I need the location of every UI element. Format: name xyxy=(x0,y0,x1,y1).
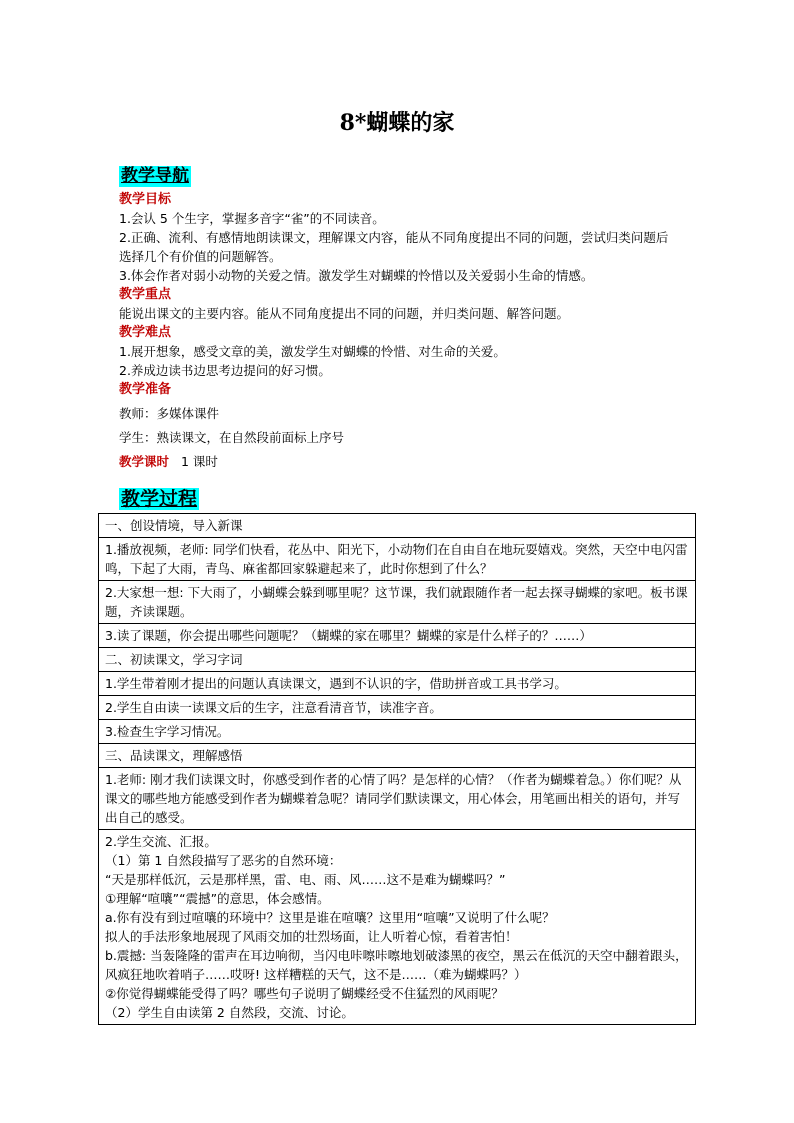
process-line: 1.老师: 刚才我们读课文时，你感受到作者的心情了吗？是怎样的心情？（作者为蝴蝶着急。）你们呢？从课文的哪些地方能感受到作者为蝴蝶着急呢？请同学们默读课文，用心体会，用笔画出相关的语句，并写出自己的感受。 xyxy=(105,772,682,825)
process-cell xyxy=(99,514,696,538)
preparation-student: 学生：熟读课文，在自然段前面标上序号 xyxy=(119,430,345,445)
section-guide-heading: 教学导航 xyxy=(121,166,189,186)
process-cell xyxy=(99,768,696,830)
table-row xyxy=(99,720,696,744)
key-point-item: 能说出课文的主要内容。能从不同角度提出不同的问题，并归类问题、解答问题。 xyxy=(119,306,570,321)
table-row xyxy=(99,624,696,648)
section-process-heading: 教学过程 xyxy=(121,488,198,510)
periods-value: 1 课时 xyxy=(181,454,218,469)
process-cell xyxy=(99,720,696,744)
key-points-heading: 教学重点 xyxy=(119,287,172,302)
table-row xyxy=(99,830,696,1025)
process-table xyxy=(98,513,696,1025)
process-line: （2）学生自由读第 2 自然段，交流、讨论。 xyxy=(105,1005,354,1020)
process-line: ②你觉得蝴蝶能受得了吗？哪些句子说明了蝴蝶经受不住猛烈的风雨呢？ xyxy=(105,986,504,1001)
process-heading: 三、品读课文，理解感悟 xyxy=(105,748,243,763)
process-cell xyxy=(99,581,696,624)
process-line: 1.播放视频，老师: 同学们快看，花丛中、阳光下，小动物们在自由自在地玩耍嬉戏。突然，天空中电闪雷鸣，下起了大雨，青鸟、麻雀都回家躲避起来了，此时你想到了什么？ xyxy=(105,542,688,576)
process-line: 1.学生带着刚才提出的问题认真读课文，遇到不认识的字，借助拼音或工具书学习。 xyxy=(105,676,567,691)
process-cell xyxy=(99,744,696,768)
table-row xyxy=(99,696,696,720)
page-title: 8*蝴蝶的家 xyxy=(339,110,455,136)
process-line: 2.大家想一想: 下大雨了，小蝴蝶会躲到哪里呢？这节课，我们就跟随作者一起去探寻蝴蝶的家吧。板书课题，齐读课题。 xyxy=(105,585,688,619)
objective-item: 1.会认 5 个生字，掌握多音字“雀”的不同读音。 xyxy=(119,211,385,226)
difficulty-item: 2.养成边读书边思考边提问的好习惯。 xyxy=(119,363,331,378)
process-line: a.你有没有到过喧嚷的环境中？这里是谁在喧嚷？这里用“喧嚷”又说明了什么呢？ xyxy=(105,910,555,925)
table-row xyxy=(99,514,696,538)
table-row xyxy=(99,744,696,768)
objective-item: 2.正确、流利、有感情地朗读课文，理解课文内容，能从不同角度提出不同的问题，尝试归类问题后选择几个有价值的问题解答。 xyxy=(119,230,669,264)
process-cell xyxy=(99,648,696,672)
process-cell xyxy=(99,538,696,581)
difficulties-heading: 教学难点 xyxy=(119,325,172,340)
process-line: 3.检查生字学习情况。 xyxy=(105,724,230,739)
difficulty-item: 1.展开想象，感受文章的美，激发学生对蝴蝶的怜惜、对生命的关爱。 xyxy=(119,344,506,359)
process-line: b.震撼: 当轰隆隆的雷声在耳边响彻，当闪电咔嚓咔嚓地划破漆黑的夜空，黑云在低沉的天空中翻着跟头，风疯狂地吹着哨子……哎呀! 这样糟糕的天气，这不是……（难为蝴蝶吗？） xyxy=(105,948,688,982)
process-cell xyxy=(99,624,696,648)
table-row xyxy=(99,538,696,581)
process-cell xyxy=(99,672,696,696)
preparation-heading: 教学准备 xyxy=(119,382,172,397)
process-line: 3.读了课题，你会提出哪些问题呢？（蝴蝶的家在哪里？蝴蝶的家是什么样子的？……） xyxy=(105,628,592,643)
objective-item: 3.体会作者对弱小动物的关爱之情。激发学生对蝴蝶的怜惜以及关爱弱小生命的情感。 xyxy=(119,268,594,283)
process-heading: 二、初读课文，学习字词 xyxy=(105,652,243,667)
periods-line xyxy=(119,452,679,471)
objectives-heading: 教学目标 xyxy=(119,192,172,207)
periods-label: 教学课时 xyxy=(119,454,170,469)
process-line: 2.学生交流、汇报。 xyxy=(105,834,217,849)
process-line: 2.学生自由读一读课文后的生字，注意看清音节，读准字音。 xyxy=(105,700,442,715)
process-line: （1）第 1 自然段描写了恶劣的自然环境： xyxy=(105,853,342,868)
table-row xyxy=(99,581,696,624)
process-cell xyxy=(99,830,696,1025)
table-row xyxy=(99,768,696,830)
table-row xyxy=(99,672,696,696)
process-cell xyxy=(99,696,696,720)
process-line: ①理解“喧嚷”“震撼”的意思，体会感情。 xyxy=(105,891,330,906)
teaching-guide xyxy=(119,190,679,471)
process-line: “天是那样低沉，云是那样黑，雷、电、雨、风……这不是难为蝴蝶吗？” xyxy=(105,872,506,887)
process-heading: 一、创设情境，导入新课 xyxy=(105,518,243,533)
preparation-teacher: 教师：多媒体课件 xyxy=(119,406,220,421)
table-row xyxy=(99,648,696,672)
process-line: 拟人的手法形象地展现了风雨交加的壮烈场面，让人听着心惊，看着害怕！ xyxy=(105,929,518,944)
